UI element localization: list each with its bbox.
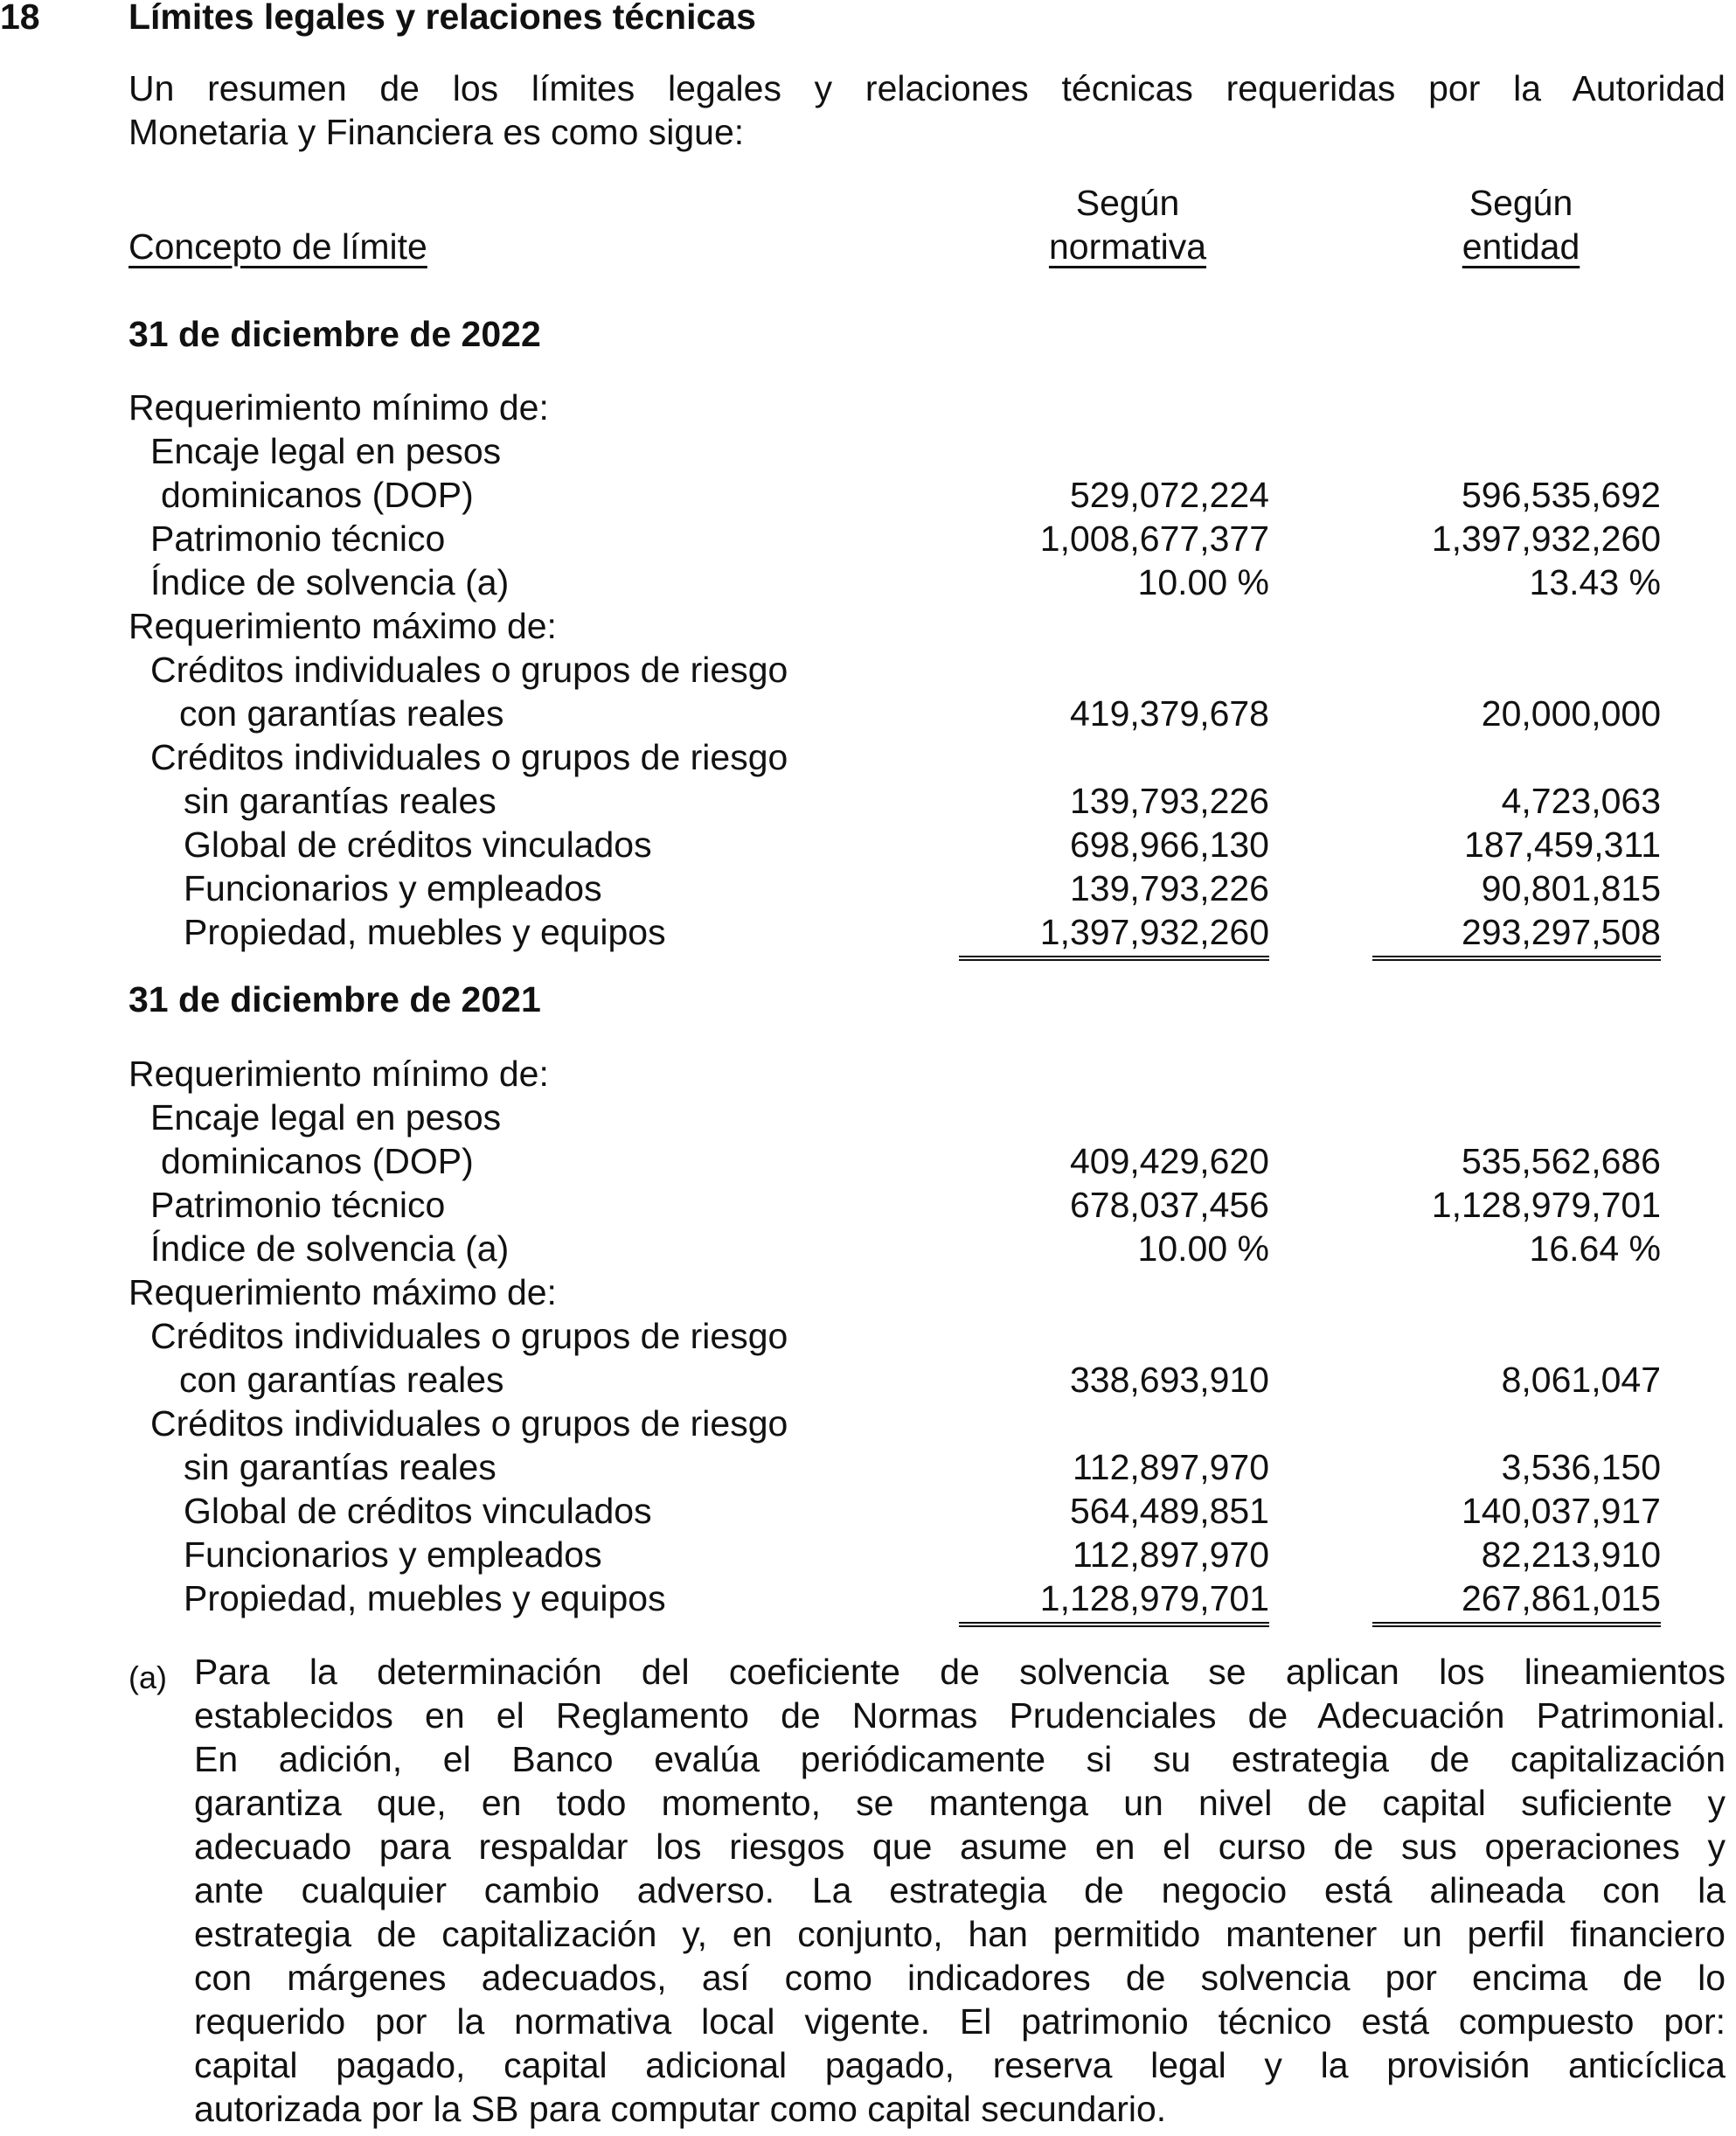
period-date: 31 de diciembre de 2021 [128, 979, 541, 1019]
header-concept: Concepto de límite [128, 226, 427, 267]
patrimonio-label: Patrimonio técnico [150, 518, 446, 559]
patrimonio-normativa: 678,037,456 [1069, 1185, 1269, 1225]
encaje-label-line2: dominicanos (DOP) [161, 1141, 474, 1181]
propiedad-label: Propiedad, muebles y equipos [184, 1578, 666, 1618]
min-req-label: Requerimiento mínimo de: [128, 1054, 549, 1094]
funcionarios-normativa: 139,793,226 [1069, 868, 1269, 908]
footnote-line: requerido por la normativa local vigente. El patrimonio técnico está compuesto por: [194, 2001, 1726, 2042]
footnote-line: Para la determinación del coeficiente de solvencia se aplican los lineamientos [194, 1652, 1726, 1692]
patrimonio-entidad: 1,397,932,260 [1431, 518, 1661, 559]
vinculados-normativa: 564,489,851 [1069, 1491, 1269, 1531]
header-normativa: normativa [1048, 226, 1206, 267]
footnote-line: En adición, el Banco evalúa periódicamente si su estrategia de capitalización [194, 1739, 1726, 1779]
footnote-marker: (a) [128, 1659, 167, 1695]
sin-garantias-label-line1: Créditos individuales o grupos de riesgo [150, 737, 788, 777]
intro-line: Un resumen de los límites legales y relaciones técnicas requeridas por la Autoridad [128, 68, 1726, 108]
con-garantias-normativa: 338,693,910 [1069, 1360, 1269, 1400]
propiedad-label: Propiedad, muebles y equipos [184, 912, 666, 952]
sin-garantias-normativa: 112,897,970 [1073, 1447, 1269, 1487]
footnote-line: establecidos en el Reglamento de Normas Prudenciales de Adecuación Patrimonial. [194, 1695, 1726, 1736]
encaje-label-line1: Encaje legal en pesos [150, 1097, 502, 1138]
patrimonio-label: Patrimonio técnico [150, 1185, 446, 1225]
propiedad-entidad: 293,297,508 [1372, 910, 1661, 961]
encaje-entidad: 535,562,686 [1461, 1141, 1661, 1181]
solvencia-label: Índice de solvencia (a) [150, 1228, 510, 1269]
solvencia-normativa: 10.00 % [1137, 562, 1269, 602]
footnote-line: autorizada por la SB para computar como capital secundario. [194, 2089, 1167, 2129]
sin-garantias-label-line2: sin garantías reales [184, 781, 496, 821]
vinculados-entidad: 187,459,311 [1464, 824, 1661, 865]
sin-garantias-entidad: 3,536,150 [1501, 1447, 1661, 1487]
vinculados-entidad: 140,037,917 [1461, 1491, 1661, 1531]
footnote-line: adecuado para respaldar los riesgos que asume en el curso de sus operaciones y [194, 1826, 1726, 1867]
propiedad-entidad: 267,861,015 [1372, 1576, 1661, 1627]
con-garantias-label-line1: Créditos individuales o grupos de riesgo [150, 1316, 788, 1356]
encaje-entidad: 596,535,692 [1461, 475, 1661, 515]
encaje-label-line1: Encaje legal en pesos [150, 431, 502, 471]
con-garantias-label-line2: con garantías reales [179, 1360, 504, 1400]
intro-line: Monetaria y Financiera es como sigue: [128, 112, 745, 152]
intro-paragraph [128, 66, 1726, 154]
encaje-normativa: 529,072,224 [1069, 475, 1269, 515]
footnote-line: ante cualquier cambio adverso. La estrategia de negocio está alineada con la [194, 1870, 1726, 1910]
footnote-line: con márgenes adecuados, así como indicadores de solvencia por encima de lo [194, 1958, 1726, 1998]
vinculados-label: Global de créditos vinculados [184, 1491, 652, 1531]
solvencia-entidad: 16.64 % [1529, 1228, 1661, 1269]
con-garantias-entidad: 8,061,047 [1501, 1360, 1661, 1400]
solvencia-normativa: 10.00 % [1137, 1228, 1269, 1269]
solvencia-entidad: 13.43 % [1529, 562, 1661, 602]
header-entidad-top: Según [1469, 183, 1573, 223]
patrimonio-normativa: 1,008,677,377 [1039, 518, 1269, 559]
max-req-label: Requerimiento máximo de: [128, 1272, 557, 1312]
con-garantias-label-line1: Créditos individuales o grupos de riesgo [150, 650, 788, 690]
vinculados-label: Global de créditos vinculados [184, 824, 652, 865]
sin-garantias-label-line1: Créditos individuales o grupos de riesgo [150, 1403, 788, 1444]
footnote-line: garantiza que, en todo momento, se mantenga un nivel de capital suficiente y [194, 1783, 1726, 1823]
propiedad-normativa: 1,128,979,701 [959, 1576, 1269, 1627]
section-title: Límites legales y relaciones técnicas [128, 0, 756, 37]
funcionarios-normativa: 112,897,970 [1073, 1534, 1269, 1575]
con-garantias-label-line2: con garantías reales [179, 693, 504, 734]
header-entidad: entidad [1462, 226, 1580, 267]
sin-garantias-entidad: 4,723,063 [1501, 781, 1661, 821]
footnote-text [194, 1650, 1726, 2131]
period-date: 31 de diciembre de 2022 [128, 314, 541, 354]
sin-garantias-normativa: 139,793,226 [1069, 781, 1269, 821]
con-garantias-normativa: 419,379,678 [1069, 693, 1269, 734]
footnote-line: estrategia de capitalización y, en conjunto, han permitido mantener un perfil financiero [194, 1914, 1726, 1954]
funcionarios-entidad: 90,801,815 [1481, 868, 1661, 908]
encaje-label-line2: dominicanos (DOP) [161, 475, 474, 515]
propiedad-normativa: 1,397,932,260 [959, 910, 1269, 961]
funcionarios-label: Funcionarios y empleados [184, 1534, 602, 1575]
encaje-normativa: 409,429,620 [1069, 1141, 1269, 1181]
header-normativa-top: Según [1075, 183, 1180, 223]
vinculados-normativa: 698,966,130 [1069, 824, 1269, 865]
section-number: 18 [0, 0, 40, 37]
footnote-line: capital pagado, capital adicional pagado, reserva legal y la provisión anticíclica [194, 2045, 1726, 2085]
funcionarios-entidad: 82,213,910 [1481, 1534, 1661, 1575]
min-req-label: Requerimiento mínimo de: [128, 387, 549, 428]
solvencia-label: Índice de solvencia (a) [150, 562, 510, 602]
con-garantias-entidad: 20,000,000 [1481, 693, 1661, 734]
patrimonio-entidad: 1,128,979,701 [1431, 1185, 1661, 1225]
max-req-label: Requerimiento máximo de: [128, 606, 557, 646]
funcionarios-label: Funcionarios y empleados [184, 868, 602, 908]
sin-garantias-label-line2: sin garantías reales [184, 1447, 496, 1487]
